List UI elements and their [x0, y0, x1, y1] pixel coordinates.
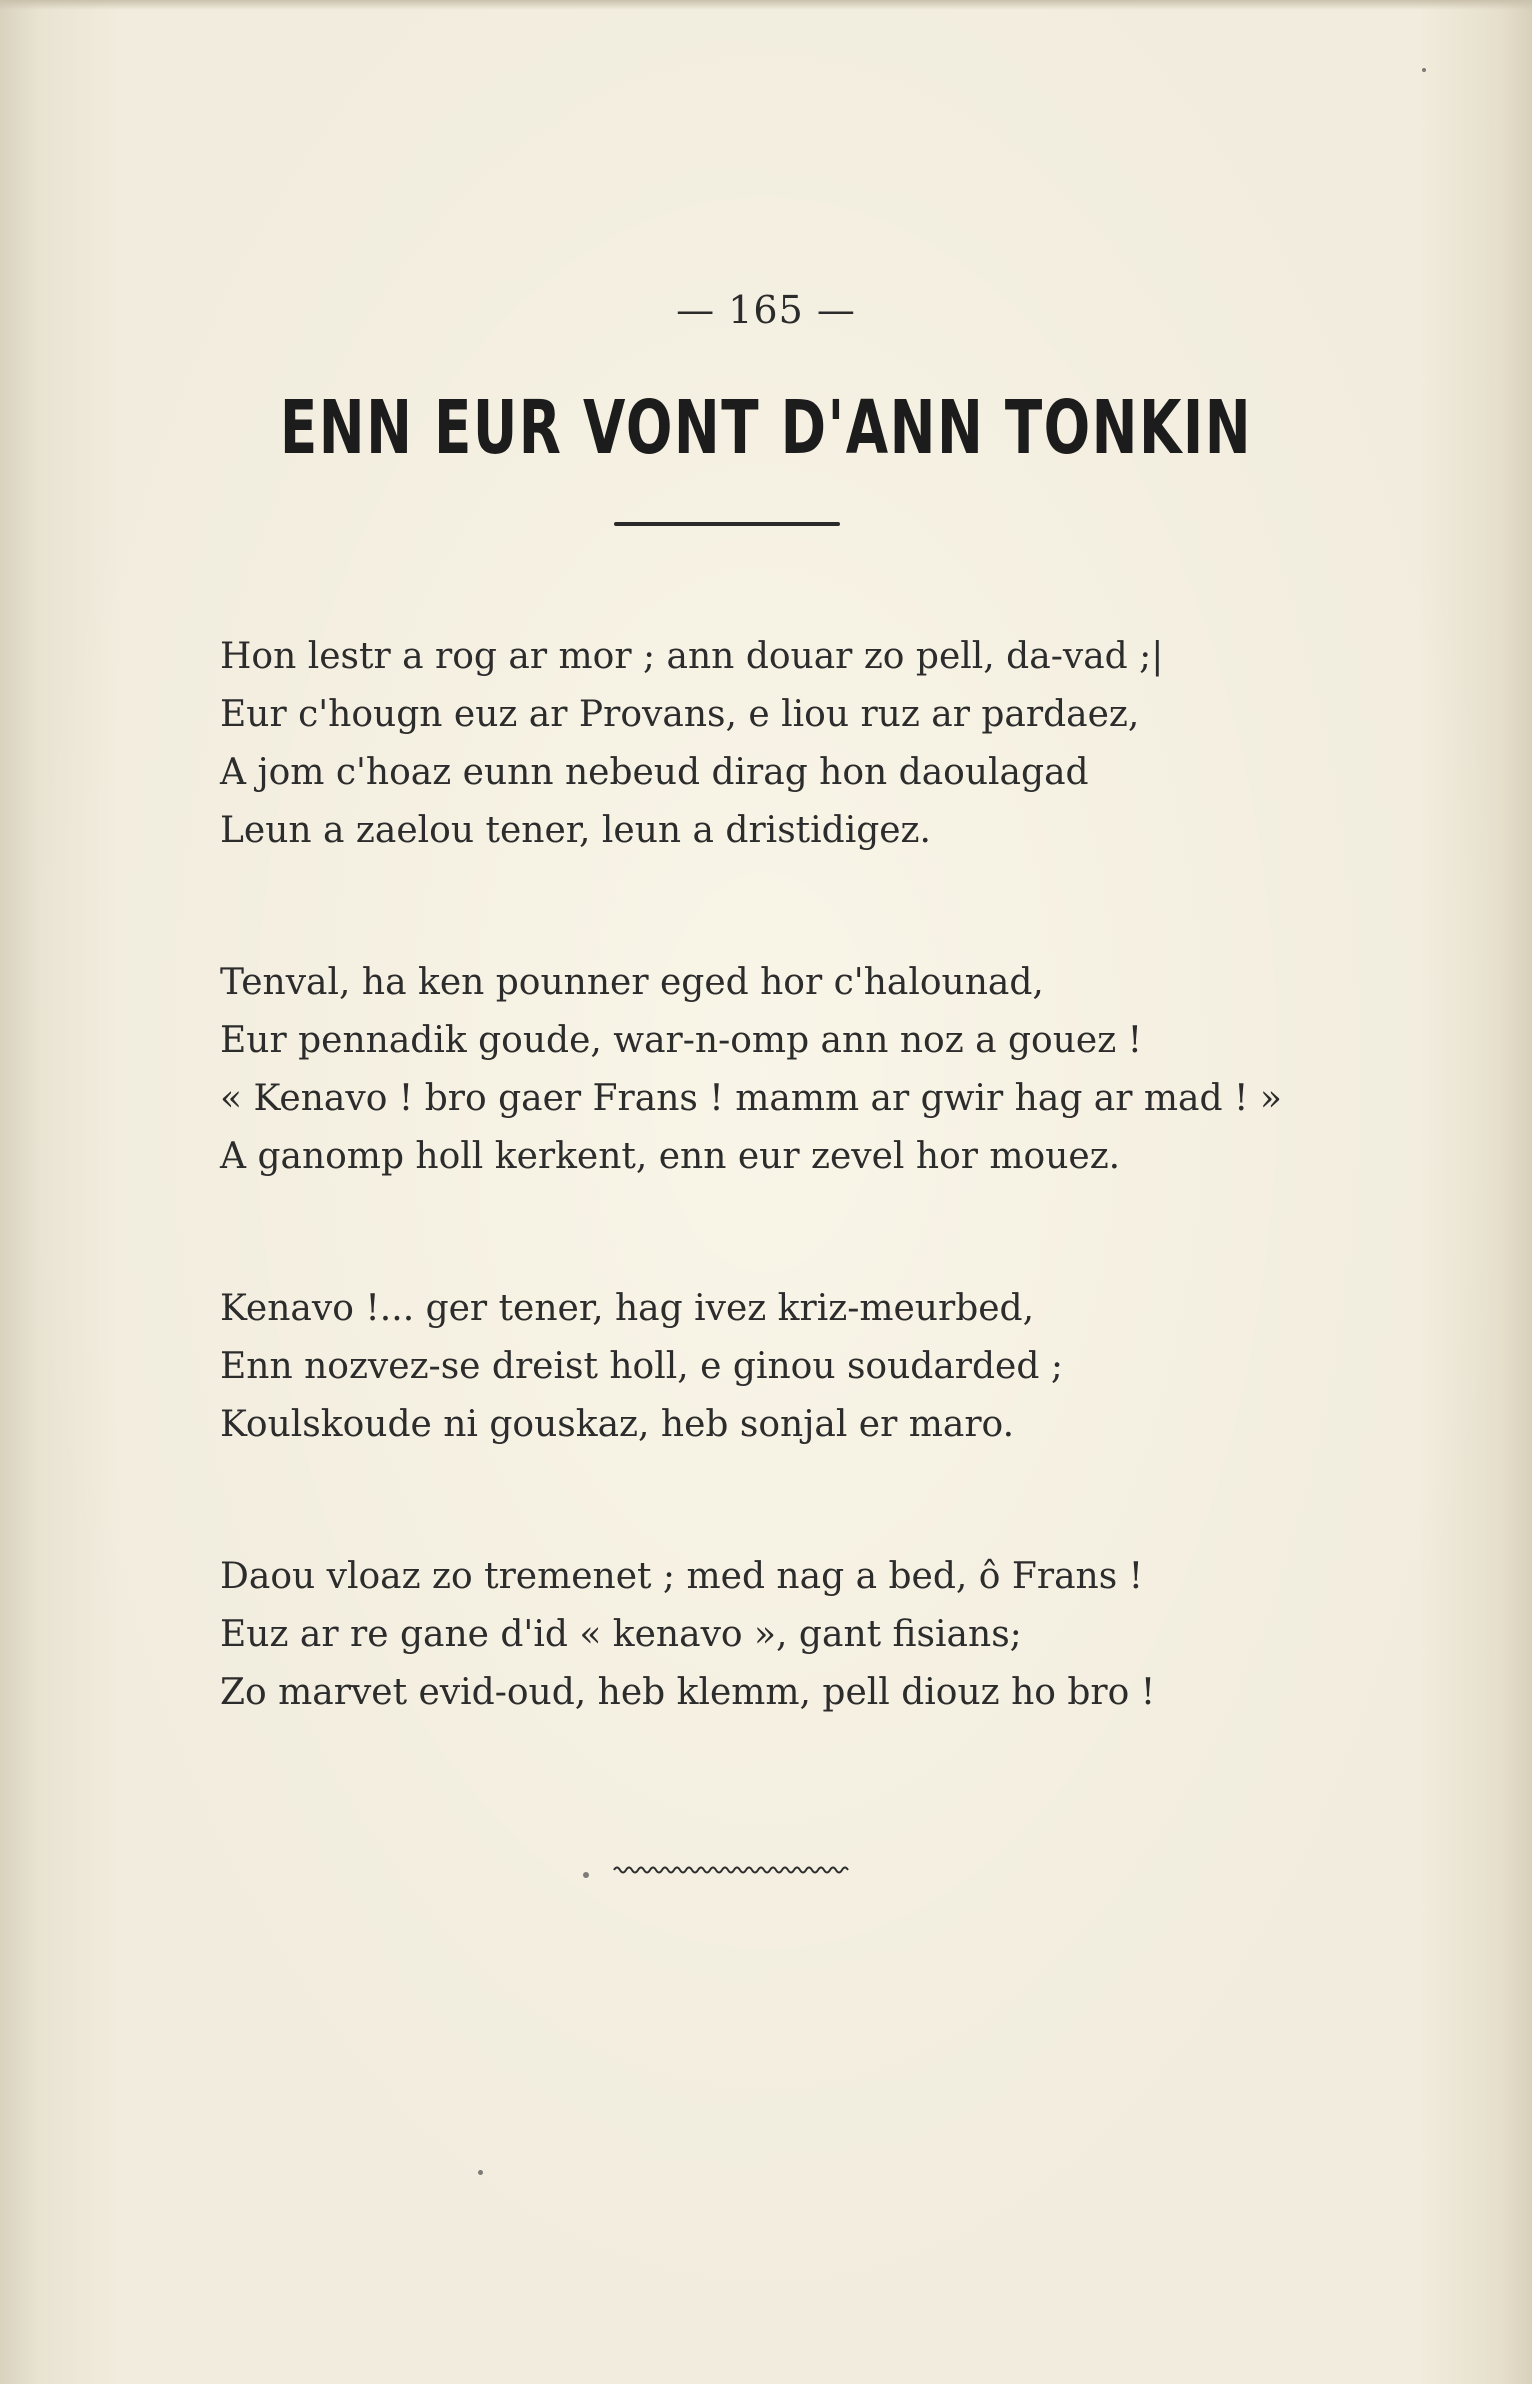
verse-line: A ganomp holl kerkent, enn eur zevel hor mouez. [220, 1136, 1121, 1177]
wavy-ornament [612, 1862, 852, 1878]
verse-line: Zo marvet evid-oud, heb klemm, pell diouz ho bro ! [220, 1672, 1156, 1713]
stanza-2 [220, 954, 1340, 1186]
ink-speck [583, 1872, 589, 1878]
verse-line: Euz ar re gane d'id « kenavo », gant fisians; [220, 1614, 1022, 1655]
poem-body [220, 628, 1340, 1816]
ink-speck [1422, 68, 1426, 72]
verse-line: Eur c'hougn euz ar Provans, e liou ruz ar pardaez, [220, 694, 1140, 735]
title-divider [614, 522, 840, 526]
stanza-1 [220, 628, 1340, 860]
verse-line: Eur pennadik goude, war-n-omp ann noz a gouez ! [220, 1020, 1143, 1061]
verse-line: Koulskoude ni gouskaz, heb sonjal er maro. [220, 1404, 1015, 1445]
verse-line: Kenavo !... ger tener, hag ivez kriz-meurbed, [220, 1288, 1035, 1329]
stanza-4 [220, 1548, 1340, 1722]
page-number: — 165 — [676, 288, 856, 332]
verse-line: A jom c'hoaz eunn nebeud dirag hon daoulagad [220, 752, 1089, 793]
verse-line: Daou vloaz zo tremenet ; med nag a bed, ô Frans ! [220, 1556, 1144, 1597]
verse-line: Enn nozvez-se dreist holl, e ginou soudarded ; [220, 1346, 1063, 1387]
verse-line: « Kenavo ! bro gaer Frans ! mamm ar gwir hag ar mad ! » [220, 1078, 1282, 1119]
page-edge [0, 0, 1532, 10]
verse-line: Hon lestr a rog ar mor ; ann douar zo pell, da-vad ;| [220, 636, 1164, 677]
verse-line: Tenval, ha ken pounner eged hor c'halounad, [220, 962, 1044, 1003]
poem-title: ENN EUR VONT D'ANN TONKIN [279, 385, 1253, 471]
stanza-3 [220, 1280, 1340, 1454]
verse-line: Leun a zaelou tener, leun a dristidigez. [220, 810, 931, 851]
ink-speck [478, 2170, 483, 2175]
